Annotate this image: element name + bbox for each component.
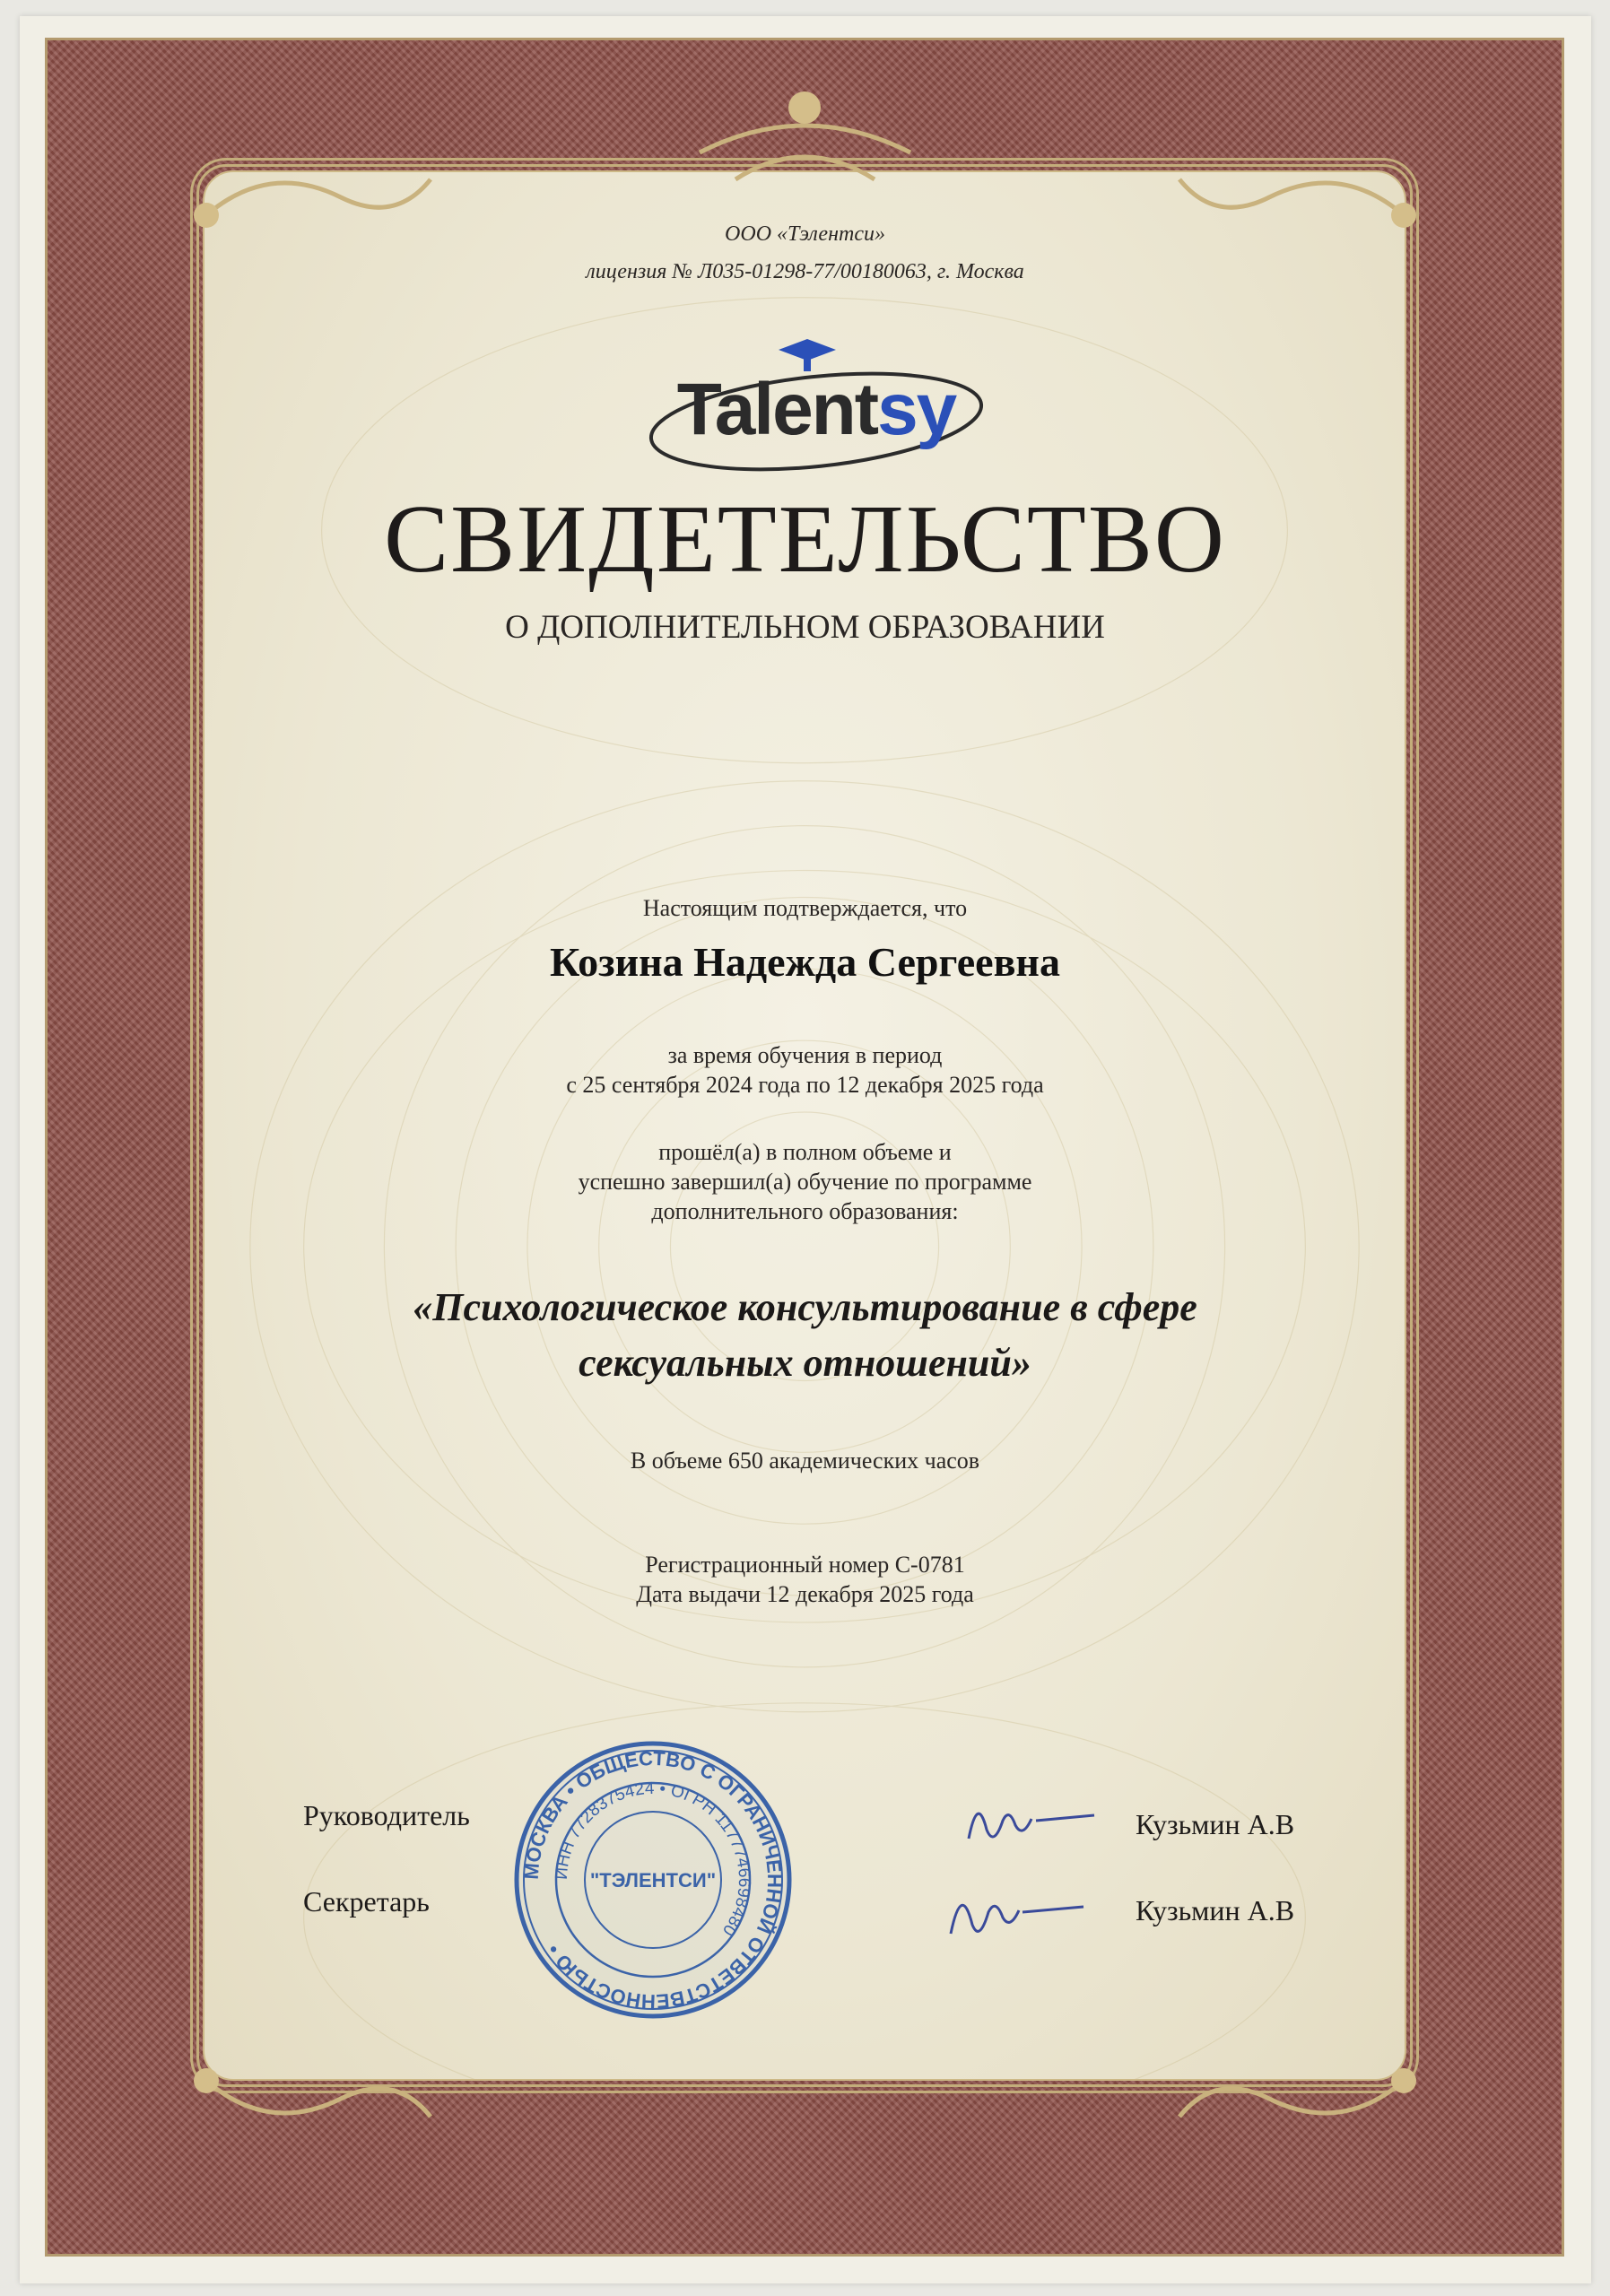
- confirm-line: Настоящим подтверждается, что: [642, 895, 968, 921]
- completion-line-3: дополнительного образования:: [651, 1198, 959, 1224]
- period-line-2: с 25 сентября 2024 года по 12 декабря 2025 года: [566, 1072, 1044, 1098]
- completion-line-2: успешно завершил(а) обучение по программе: [578, 1169, 1032, 1195]
- stamp-inner-text: ИНН 7728375424 • ОГРН 1177746698480: [552, 1779, 754, 1940]
- name-director: Кузьмин А.В: [1136, 1808, 1295, 1840]
- hours-line: В объеме 650 академических часов: [630, 1448, 980, 1474]
- role-director: Руководитель: [303, 1799, 470, 1831]
- signature-secretary: [933, 1871, 1094, 1952]
- program-title-line-1: «Психологическое консультирование в сфере: [413, 1285, 1197, 1329]
- signature-director: [951, 1785, 1103, 1857]
- license-line: лицензия № Л035-01298-77/00180063, г. Москва: [586, 260, 1024, 283]
- stamp-outer-text: МОСКВА • ОБЩЕСТВО С ОГРАНИЧЕННОЙ ОТВЕТСТВЕННОСТЬЮ •: [519, 1746, 787, 2013]
- logo-text-talent: Talent: [676, 369, 878, 450]
- registration-number: Регистрационный номер С-0781: [645, 1552, 965, 1578]
- certificate-title: СВИДЕТЕЛЬСТВО: [384, 486, 1226, 593]
- certificate-subtitle: О ДОПОЛНИТЕЛЬНОМ ОБРАЗОВАНИИ: [505, 609, 1105, 646]
- program-title-line-2: сексуальных отношений»: [579, 1341, 1031, 1385]
- completion-line-1: прошёл(а) в полном объеме и: [658, 1139, 952, 1165]
- role-secretary: Секретарь: [303, 1885, 430, 1918]
- stamp-center-text: "ТЭЛЕНТСИ": [589, 1869, 717, 1892]
- org-name: ООО «Тэлентси»: [725, 222, 885, 246]
- period-line-1: за время обучения в период: [667, 1042, 943, 1068]
- talentsy-logo: [628, 332, 1005, 484]
- recipient-name: Козина Надежда Сергеевна: [550, 939, 1060, 985]
- issue-date: Дата выдачи 12 декабря 2025 года: [636, 1581, 974, 1607]
- official-stamp: [509, 1736, 796, 2023]
- name-secretary: Кузьмин А.В: [1136, 1894, 1295, 1926]
- logo-text-sy: sy: [877, 369, 956, 450]
